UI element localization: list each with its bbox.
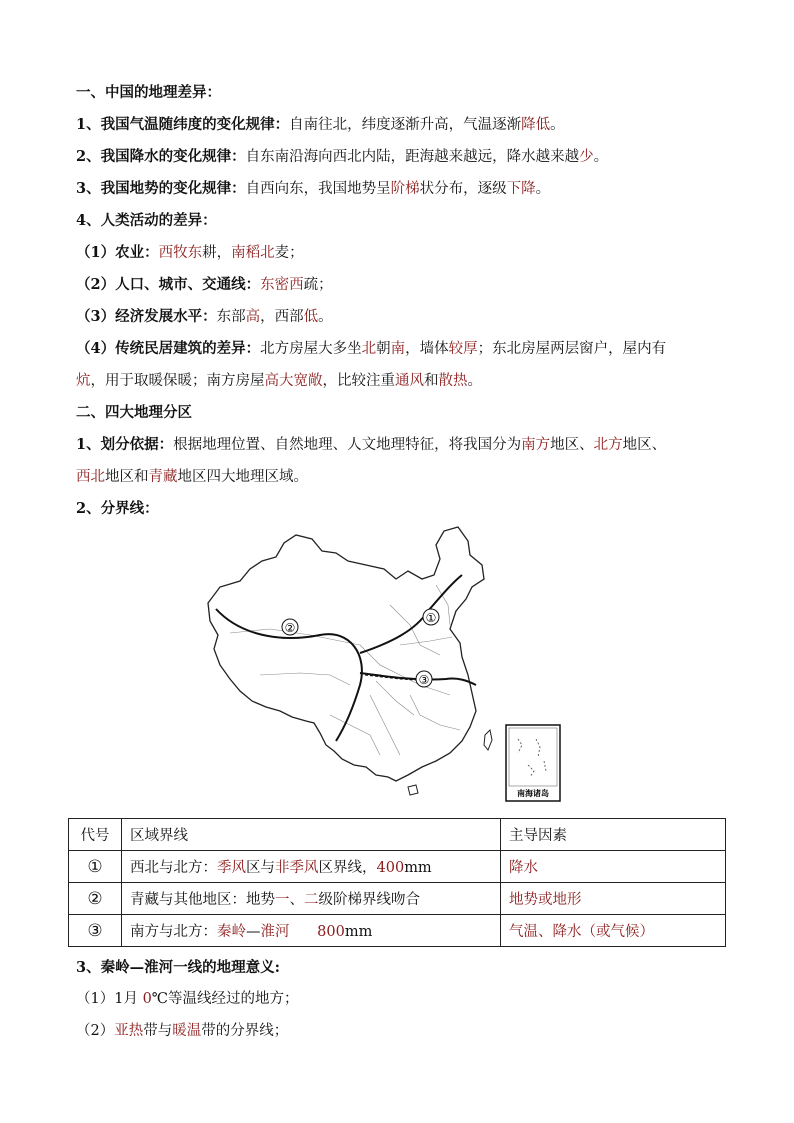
basis-answer-4: 青藏	[148, 469, 178, 485]
temp-rule-answer: 降低	[521, 117, 551, 133]
house-line-1	[76, 339, 666, 359]
row-boundary	[122, 915, 501, 947]
south-china-sea-inset	[506, 725, 560, 801]
significance-item-1	[76, 989, 299, 1009]
row-boundary-text-1: 青藏与其他地区：地势	[130, 892, 275, 908]
terrain-rule	[76, 179, 550, 199]
sig2-answer-2: 暖温	[172, 1023, 202, 1039]
agri-label: （1）农业：	[76, 244, 159, 261]
sig1-answer: 0	[142, 991, 152, 1007]
china-region-map	[200, 525, 565, 805]
svg-text:②: ②	[284, 621, 296, 635]
house-answer-7: 散热	[438, 373, 468, 389]
house-text-6: ，比较注重	[322, 373, 395, 389]
terrain-rule-label: 3、我国地势的变化规律：	[76, 180, 246, 197]
header-code: 代号	[69, 819, 122, 851]
pop-text: 疏；	[303, 277, 333, 293]
pop-label: （2）人口、城市、交通线：	[76, 276, 261, 293]
house-text-3: ，墙体	[405, 341, 449, 357]
basis-text-2: 地区、	[550, 437, 594, 453]
map-label-1	[423, 609, 439, 625]
pop-answer: 东密西	[260, 277, 304, 293]
house-label: （4）传统民居建筑的差异：	[76, 340, 261, 357]
sig2-text-2: 带与	[143, 1023, 173, 1039]
basis-text-4: 地区和	[105, 469, 149, 485]
econ-line	[76, 307, 333, 327]
agri-answer-2: 南稻北	[231, 245, 275, 261]
house-text-7: 和	[424, 373, 439, 389]
econ-text-1: 东部	[216, 309, 246, 325]
house-answer-4: 炕	[76, 373, 91, 389]
sig2-answer-1: 亚热	[114, 1023, 144, 1039]
rain-rule-label: 2、我国降水的变化规律：	[76, 148, 246, 165]
basis-text-5: 地区四大地理区域。	[177, 469, 308, 485]
row-factor: 气温、降水（或气候）	[501, 915, 726, 947]
heading-four-regions: 二、四大地理分区	[76, 404, 192, 421]
row-boundary-answer-1: 季风	[217, 860, 246, 876]
basis-label: 1、划分依据：	[76, 436, 174, 453]
house-answer-3: 较厚	[448, 341, 478, 357]
basis-line-1	[76, 435, 666, 455]
basis-line-2	[76, 467, 308, 487]
house-answer-5: 高大宽敞	[264, 373, 323, 389]
row-boundary-answer-2: 淮河	[260, 924, 290, 940]
table-row	[69, 851, 726, 883]
terrain-answer-1: 阶梯	[390, 181, 420, 197]
house-answer-6: 通风	[395, 373, 424, 389]
row-boundary-text-3: 区界线，	[318, 860, 377, 876]
econ-label: （3）经济发展水平：	[76, 308, 217, 325]
sig2-text-1: （2）	[76, 1023, 115, 1039]
china-outline	[208, 527, 484, 781]
boundary-table	[68, 818, 726, 947]
row-boundary-text-3	[290, 924, 318, 940]
row-boundary-text-1: 西北与北方：	[130, 860, 217, 876]
temp-rule	[76, 115, 565, 135]
significance-heading: 3、秦岭—淮河一线的地理意义:	[76, 959, 280, 976]
house-text-5: ，用于取暖保暖；南方房屋	[90, 373, 265, 389]
basis-text-1: 根据地理位置、自然地理、人文地理特征，将我国分为	[173, 437, 522, 453]
heading-geo-differences: 一、中国的地理差异：	[76, 84, 221, 101]
house-text-2: 朝	[376, 341, 391, 357]
agri-line	[76, 243, 304, 263]
row-code: ③	[69, 915, 122, 947]
map-label-3	[416, 671, 432, 687]
human-activity-heading: 4、人类活动的差异：	[76, 212, 217, 229]
boundary-line-1	[360, 575, 462, 653]
house-text-4: ；东北房屋两层窗户，屋内有	[477, 341, 667, 357]
agri-answer-1: 西牧东	[158, 245, 203, 261]
house-line-2	[76, 371, 482, 391]
row-boundary-text-2: 区与	[246, 860, 275, 876]
sig1-text-1: （1）1月	[76, 991, 143, 1007]
temp-rule-text: 自南往北，纬度逐渐升高，气温逐渐	[289, 117, 522, 133]
row-boundary-text-2: 、	[289, 892, 304, 908]
rain-rule-text: 自东南沿海向西北内陆，距海越来越远，降水越来越	[245, 149, 580, 165]
header-factor: 主导因素	[501, 819, 726, 851]
row-boundary-answer-2: 非季风	[275, 860, 319, 876]
temp-rule-label: 1、我国气温随纬度的变化规律：	[76, 116, 290, 133]
row-boundary-answer-1: 一	[275, 892, 290, 908]
row-boundary-answer-1: 秦岭	[217, 924, 246, 940]
house-answer-2: 南	[390, 341, 406, 357]
basis-text-3: 地区、	[622, 437, 667, 453]
inset-label: 南海诸岛	[517, 789, 549, 798]
row-boundary-text-4: mm	[344, 924, 373, 940]
house-text-1: 北方房屋大多坐	[260, 341, 362, 357]
agri-text-2: 麦；	[274, 245, 304, 261]
row-boundary-answer-3: 400	[376, 860, 405, 876]
row-boundary	[122, 883, 501, 915]
taiwan-island	[484, 730, 492, 750]
hainan-island	[408, 785, 418, 795]
econ-end: 。	[318, 309, 333, 325]
row-code: ②	[69, 883, 122, 915]
map-label-2	[282, 619, 298, 635]
boundary-heading: 2、分界线：	[76, 500, 159, 517]
table-row	[69, 883, 726, 915]
sig1-text-2: ℃等温线经过的地方；	[151, 991, 299, 1007]
row-factor: 地势或地形	[501, 883, 726, 915]
row-boundary-answer-2: 二	[304, 892, 319, 908]
table-header-row	[69, 819, 726, 851]
sig2-text-3: 带的分界线；	[201, 1023, 289, 1039]
rain-rule-end: 。	[593, 149, 609, 165]
svg-text:①: ①	[425, 611, 437, 625]
basis-answer-1: 南方	[521, 437, 551, 453]
agri-text-1: 耕，	[202, 245, 232, 261]
row-boundary-text-4: mm	[404, 860, 432, 876]
row-boundary-answer-3: 800	[317, 924, 345, 940]
significance-item-2	[76, 1021, 288, 1041]
temp-rule-end: 。	[550, 117, 565, 133]
house-answer-1: 北	[361, 341, 377, 357]
row-boundary-text-3: 级阶梯界线吻合	[318, 892, 420, 908]
econ-text-2: ，西部	[260, 309, 304, 325]
rain-rule-answer: 少	[579, 149, 594, 165]
row-code: ①	[69, 851, 122, 883]
rain-rule	[76, 147, 608, 167]
header-boundary: 区域界线	[122, 819, 501, 851]
row-boundary-text-1: 南方与北方：	[130, 924, 217, 940]
row-factor: 降水	[501, 851, 726, 883]
svg-text:③: ③	[418, 673, 430, 687]
econ-answer-1: 高	[245, 309, 261, 325]
terrain-answer-2: 下降	[506, 181, 536, 197]
basis-answer-3: 西北	[76, 469, 105, 485]
house-end: 。	[467, 373, 482, 389]
terrain-end: 。	[535, 181, 551, 197]
row-boundary-text-2: —	[246, 924, 261, 940]
basis-answer-2: 北方	[593, 437, 623, 453]
terrain-text-2: 状分布，逐级	[419, 181, 507, 197]
row-boundary	[122, 851, 501, 883]
pop-line	[76, 275, 333, 295]
econ-answer-2: 低	[303, 309, 319, 325]
terrain-text-1: 自西向东，我国地势呈	[245, 181, 391, 197]
table-row	[69, 915, 726, 947]
